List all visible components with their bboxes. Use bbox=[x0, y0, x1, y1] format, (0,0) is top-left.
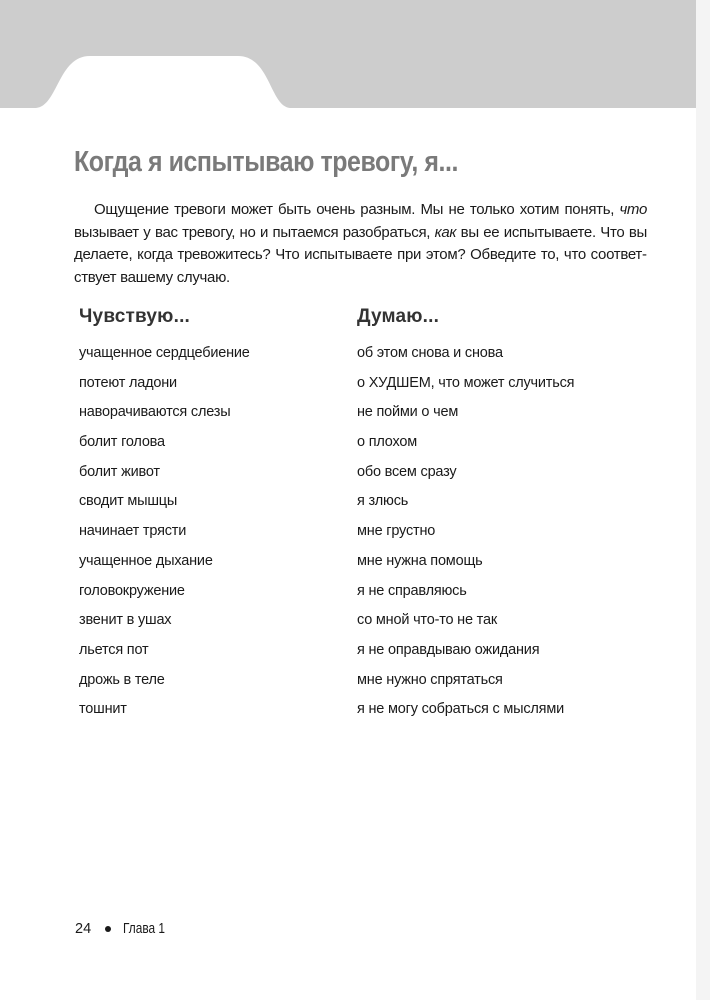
think-item: я не могу собраться с мыслями bbox=[357, 701, 564, 718]
think-item: я злюсь bbox=[357, 493, 409, 510]
think-item: со мной что-то не так bbox=[357, 612, 497, 629]
think-item: о плохом bbox=[357, 434, 417, 451]
think-heading: Думаю... bbox=[357, 306, 440, 327]
think-item: не пойми о чем bbox=[357, 404, 459, 421]
feel-item: начинает трясти bbox=[79, 523, 187, 540]
feel-column bbox=[79, 304, 329, 725]
think-item: об этом снова и снова bbox=[357, 345, 503, 361]
intro-text-3: вы ее испытываете. Что вы делаете, когда тревожитесь? Что испытываете при этом? Обведите то, что соответствует вашему случаю. bbox=[74, 223, 647, 286]
chapter-label: Глава 1 bbox=[123, 921, 166, 937]
feel-item: болит живот bbox=[79, 463, 160, 480]
intro-text-2: вызывает у вас тревогу, но и пытаемся разобраться, bbox=[74, 223, 435, 241]
feel-list bbox=[79, 339, 329, 725]
feel-item: потеют ладони bbox=[79, 374, 177, 391]
intro-emphasis-how: как bbox=[434, 223, 457, 241]
think-item: мне нужно спрятаться bbox=[357, 671, 503, 688]
think-item: о ХУДШЕМ, что может случиться bbox=[357, 374, 575, 391]
think-item: обо всем сразу bbox=[357, 463, 457, 480]
think-item: мне грустно bbox=[357, 523, 436, 540]
feel-item: учащенное сердцебиение bbox=[79, 345, 250, 361]
feel-item: дрожь в теле bbox=[79, 671, 165, 688]
page-number: 24 bbox=[75, 921, 92, 937]
page-edge bbox=[696, 0, 710, 1000]
page-footer bbox=[75, 921, 174, 937]
page-title: Когда я испытываю тревогу, я... bbox=[74, 146, 459, 178]
intro-emphasis-what: что bbox=[619, 201, 647, 218]
think-item: я не оправдываю ожидания bbox=[357, 641, 540, 658]
feel-item: головокружение bbox=[79, 582, 185, 599]
feel-item: наворачиваются слезы bbox=[79, 404, 231, 421]
feel-item: тошнит bbox=[79, 701, 127, 718]
bullet-separator-icon bbox=[105, 926, 111, 932]
think-column bbox=[357, 304, 657, 725]
feel-item: звенит в ушах bbox=[79, 612, 172, 629]
feel-item: учащенное дыхание bbox=[79, 552, 213, 569]
feel-item: болит голова bbox=[79, 434, 165, 451]
header-tab-band bbox=[0, 0, 696, 108]
feel-heading: Чувствую... bbox=[79, 306, 191, 327]
feel-item: сводит мышцы bbox=[79, 493, 178, 510]
think-item: я не справляюсь bbox=[357, 582, 467, 599]
think-item: мне нужна помощь bbox=[357, 552, 483, 569]
think-list bbox=[357, 339, 657, 725]
feel-item: льется пот bbox=[79, 641, 149, 658]
intro-text-1: Ощущение тревоги может быть очень разным. Мы не только хотим понять, bbox=[94, 201, 620, 218]
intro-paragraph bbox=[74, 199, 647, 289]
